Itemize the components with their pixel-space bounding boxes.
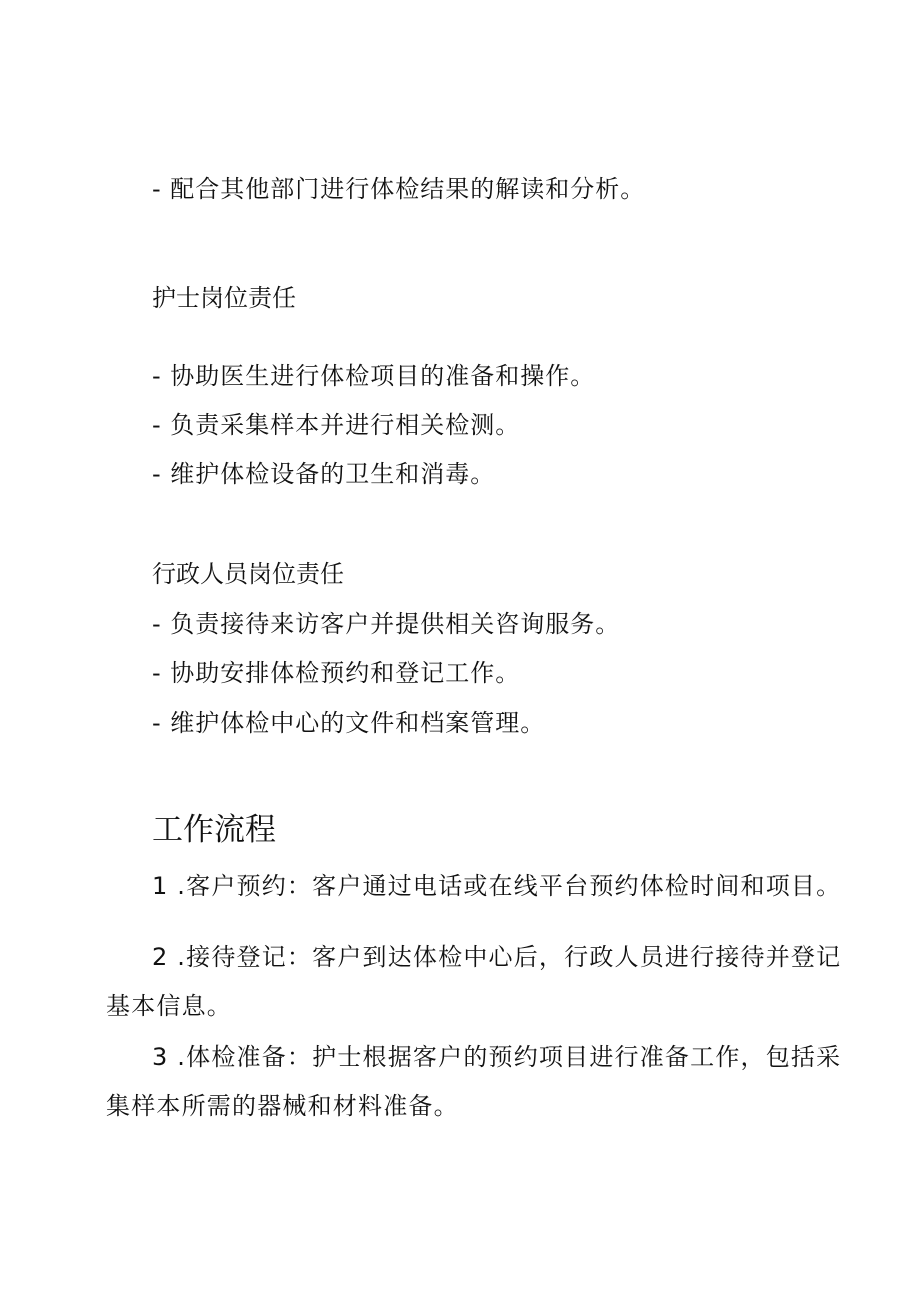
workflow-step-2-line-2: 基本信息。 — [106, 992, 232, 1020]
nurse-duty-item-1: - 协助医生进行体检项目的准备和操作。 — [152, 362, 596, 390]
admin-section-heading: 行政人员岗位责任 — [152, 560, 344, 588]
doctor-duty-item: - 配合其他部门进行体检结果的解读和分析。 — [152, 175, 646, 203]
admin-duty-item-2: - 协助安排体检预约和登记工作。 — [152, 659, 521, 687]
nurse-duty-item-3: - 维护体检设备的卫生和消毒。 — [152, 460, 496, 488]
admin-duty-item-1: - 负责接待来访客户并提供相关咨询服务。 — [152, 610, 621, 638]
nurse-duty-item-2: - 负责采集样本并进行相关检测。 — [152, 411, 521, 439]
admin-duty-item-3: - 维护体检中心的文件和档案管理。 — [152, 709, 546, 737]
nurse-section-heading: 护士岗位责任 — [152, 284, 296, 312]
workflow-step-3-line-2: 集样本所需的器械和材料准备。 — [106, 1092, 459, 1120]
workflow-section-title: 工作流程 — [152, 812, 276, 848]
workflow-step-3-line-1: 3 .体检准备：护士根据客户的预约项目进行准备工作，包括采 — [152, 1043, 842, 1071]
workflow-step-1: 1 .客户预约：客户通过电话或在线平台预约体检时间和项目。 — [152, 872, 842, 900]
workflow-step-2-line-1: 2 .接待登记：客户到达体检中心后，行政人员进行接待并登记 — [152, 943, 842, 971]
